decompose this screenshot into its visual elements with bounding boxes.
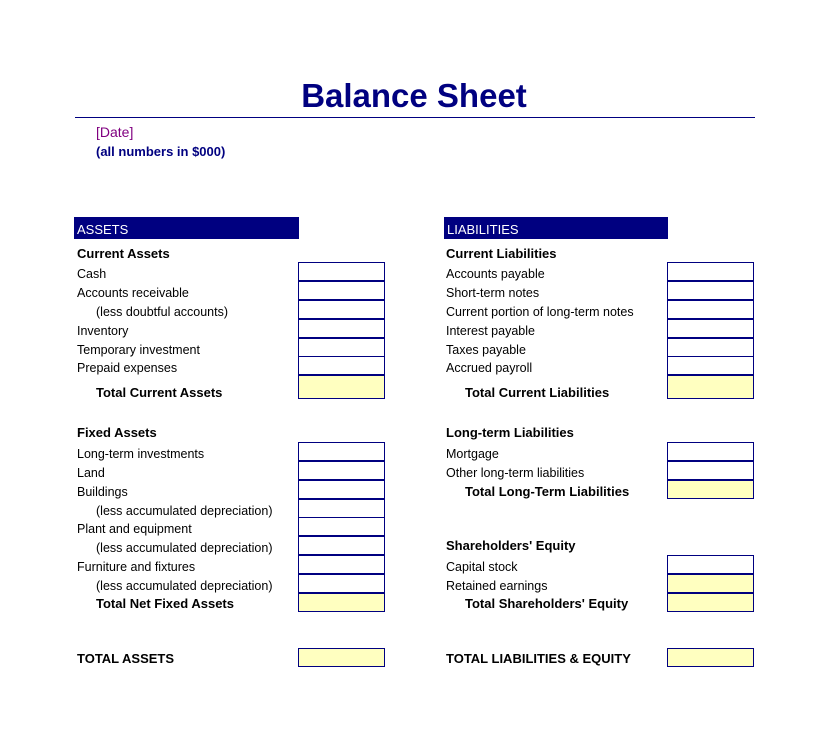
total-liabilities-equity-label: TOTAL LIABILITIES & EQUITY bbox=[446, 651, 631, 666]
assets-header: ASSETS bbox=[74, 217, 299, 239]
land-label: Land bbox=[77, 466, 105, 480]
furniture-depreciation-label: (less accumulated depreciation) bbox=[96, 579, 273, 593]
land-input[interactable] bbox=[298, 461, 385, 480]
plant-equipment-label: Plant and equipment bbox=[77, 522, 192, 536]
plant-depreciation-input[interactable] bbox=[298, 536, 385, 555]
interest-payable-label: Interest payable bbox=[446, 324, 535, 338]
other-long-term-liabilities-label: Other long-term liabilities bbox=[446, 466, 585, 480]
current-portion-notes-input[interactable] bbox=[667, 300, 754, 319]
temporary-investment-label: Temporary investment bbox=[77, 343, 200, 357]
shareholders-equity-heading: Shareholders' Equity bbox=[446, 538, 576, 553]
current-portion-notes-label: Current portion of long-term notes bbox=[446, 305, 634, 319]
cash-label: Cash bbox=[77, 267, 107, 281]
accounts-receivable-label: Accounts receivable bbox=[77, 286, 189, 300]
current-assets-heading: Current Assets bbox=[77, 246, 170, 261]
accounts-receivable-input[interactable] bbox=[298, 281, 385, 300]
plant-depreciation-label: (less accumulated depreciation) bbox=[96, 541, 273, 555]
inventory-label: Inventory bbox=[77, 324, 129, 338]
total-assets-cell[interactable] bbox=[298, 648, 385, 667]
furniture-fixtures-label: Furniture and fixtures bbox=[77, 560, 196, 574]
buildings-input[interactable] bbox=[298, 480, 385, 499]
furniture-fixtures-input[interactable] bbox=[298, 555, 385, 574]
retained-earnings-cell[interactable] bbox=[667, 574, 754, 593]
page-title: Balance Sheet bbox=[301, 77, 527, 114]
units-note: (all numbers in $000) bbox=[96, 144, 226, 159]
total-current-liabilities-label: Total Current Liabilities bbox=[465, 385, 610, 400]
mortgage-input[interactable] bbox=[667, 442, 754, 461]
cash-input[interactable] bbox=[298, 262, 385, 281]
total-current-assets-cell[interactable] bbox=[298, 375, 385, 399]
doubtful-accounts-label: (less doubtful accounts) bbox=[96, 305, 229, 319]
other-long-term-liabilities-input[interactable] bbox=[667, 461, 754, 480]
total-long-term-liabilities-label: Total Long-Term Liabilities bbox=[465, 484, 630, 499]
doubtful-accounts-input[interactable] bbox=[298, 300, 385, 319]
accounts-payable-label: Accounts payable bbox=[446, 267, 545, 281]
total-current-assets-label: Total Current Assets bbox=[96, 385, 223, 400]
total-long-term-liabilities-cell[interactable] bbox=[667, 480, 754, 499]
title-rule bbox=[75, 117, 755, 118]
interest-payable-input[interactable] bbox=[667, 319, 754, 338]
temporary-investment-input[interactable] bbox=[298, 338, 385, 357]
short-term-notes-input[interactable] bbox=[667, 281, 754, 300]
total-current-liabilities-cell[interactable] bbox=[667, 375, 754, 399]
prepaid-expenses-input[interactable] bbox=[298, 356, 385, 375]
capital-stock-input[interactable] bbox=[667, 555, 754, 574]
accrued-payroll-label: Accrued payroll bbox=[446, 361, 533, 375]
total-assets-label: TOTAL ASSETS bbox=[77, 651, 175, 666]
taxes-payable-label: Taxes payable bbox=[446, 343, 526, 357]
accounts-payable-input[interactable] bbox=[667, 262, 754, 281]
long-term-investments-input[interactable] bbox=[298, 442, 385, 461]
total-shareholders-equity-label: Total Shareholders' Equity bbox=[465, 596, 629, 611]
mortgage-label: Mortgage bbox=[446, 447, 499, 461]
retained-earnings-label: Retained earnings bbox=[446, 579, 548, 593]
accrued-payroll-input[interactable] bbox=[667, 356, 754, 375]
buildings-depreciation-label: (less accumulated depreciation) bbox=[96, 504, 273, 518]
buildings-depreciation-input[interactable] bbox=[298, 499, 385, 518]
buildings-label: Buildings bbox=[77, 485, 128, 499]
plant-equipment-input[interactable] bbox=[298, 517, 385, 536]
inventory-input[interactable] bbox=[298, 319, 385, 338]
long-term-investments-label: Long-term investments bbox=[77, 447, 205, 461]
total-net-fixed-assets-label: Total Net Fixed Assets bbox=[96, 596, 234, 611]
total-liabilities-equity-cell[interactable] bbox=[667, 648, 754, 667]
short-term-notes-label: Short-term notes bbox=[446, 286, 540, 300]
capital-stock-label: Capital stock bbox=[446, 560, 518, 574]
prepaid-expenses-label: Prepaid expenses bbox=[77, 361, 178, 375]
taxes-payable-input[interactable] bbox=[667, 338, 754, 357]
total-net-fixed-assets-cell[interactable] bbox=[298, 593, 385, 612]
total-shareholders-equity-cell[interactable] bbox=[667, 593, 754, 612]
current-liabilities-heading: Current Liabilities bbox=[446, 246, 557, 261]
fixed-assets-heading: Fixed Assets bbox=[77, 425, 157, 440]
furniture-depreciation-input[interactable] bbox=[298, 574, 385, 593]
date-field[interactable]: [Date] bbox=[96, 124, 134, 140]
long-term-liabilities-heading: Long-term Liabilities bbox=[446, 425, 574, 440]
liabilities-header: LIABILITIES bbox=[444, 217, 668, 239]
